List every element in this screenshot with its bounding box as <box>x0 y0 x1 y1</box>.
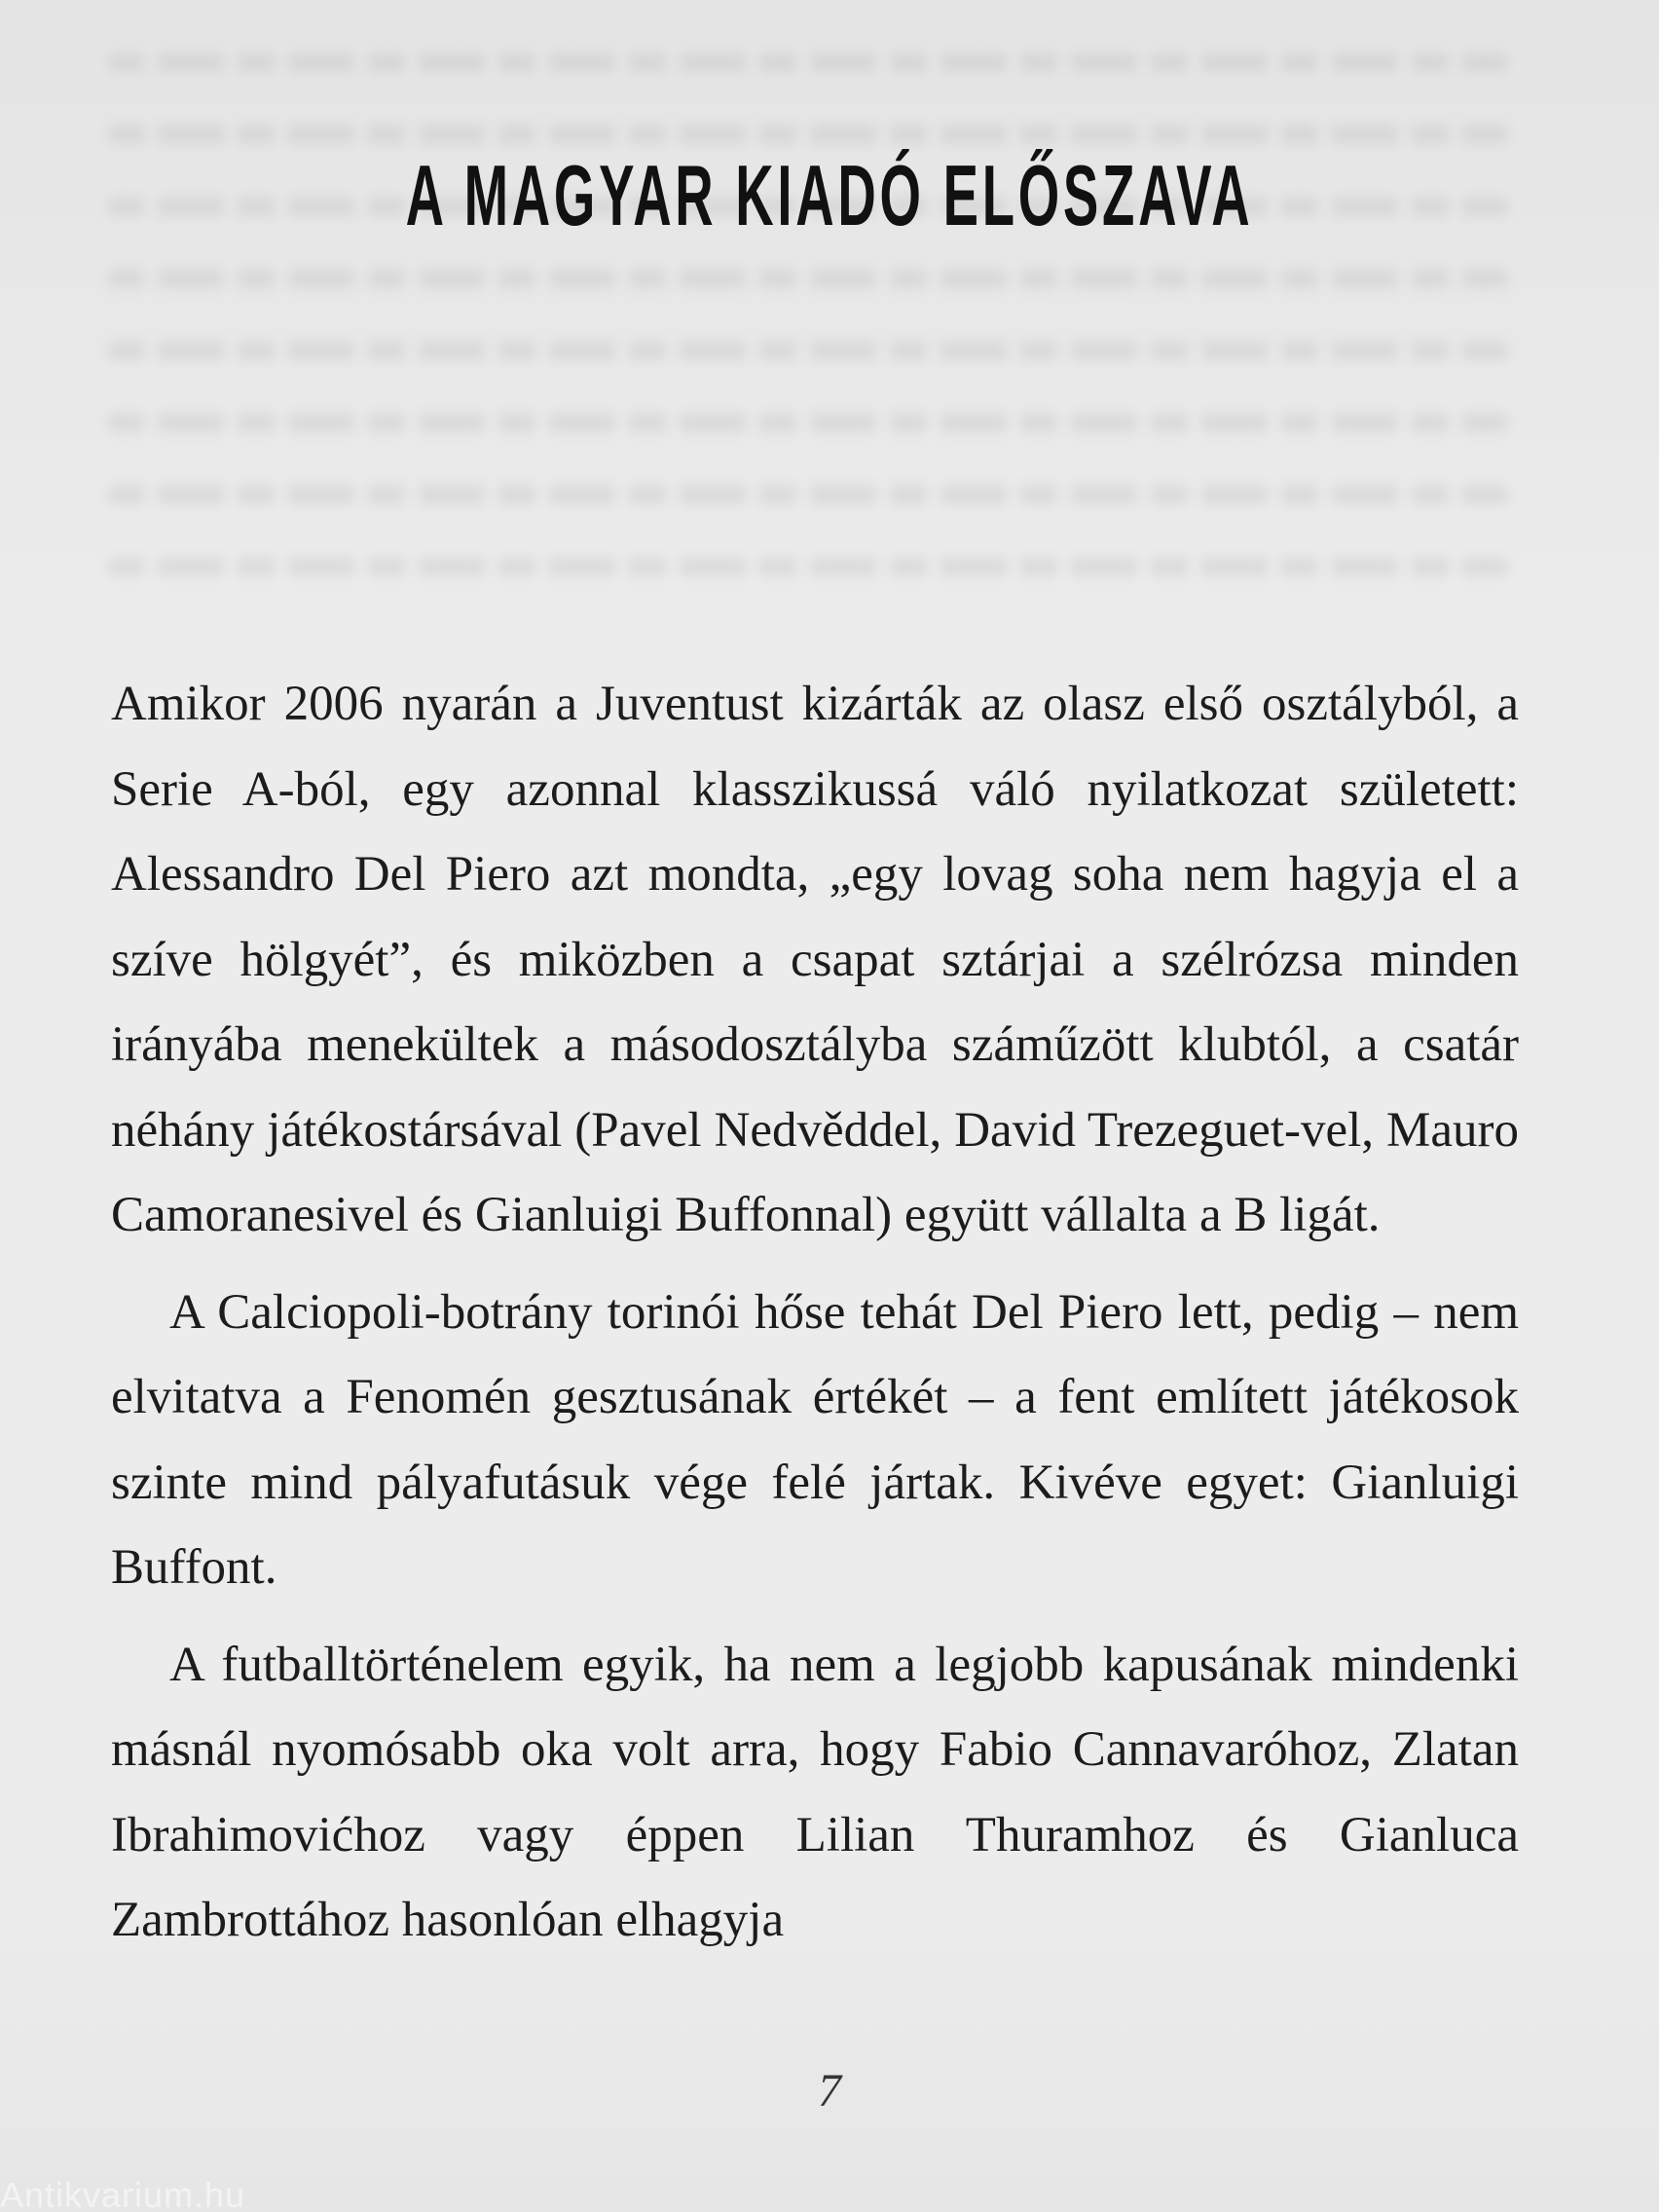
page-number: 7 <box>818 2065 841 2117</box>
show-through-text <box>107 0 1509 623</box>
paragraph: A Calciopoli-botrány torinói hőse tehát Del Piero lett, pedig – nem elvitatva a Fenomén gesztusának értékét – a fent említett játékosok szinte mind pályafutásuk vége felé jártak. Kivéve egyet: Gianluigi Buffont. <box>111 1284 1519 1595</box>
paragraph: A futballtörténelem egyik, ha nem a legjobb kapusának mindenki másnál nyomósabb oka volt arra, hogy Fabio Cannavaróhoz, Zlatan Ibrahimovićhoz vagy éppen Lilian Thuramhoz és Gianluca Zambrottához hasonlóan elhagyja <box>111 1637 1519 1947</box>
body-text <box>111 662 1519 1964</box>
watermark: Antikvarium.hu <box>0 2175 246 2212</box>
paragraph: Amikor 2006 nyarán a Juventust kizárták az olasz első osztályból, a Serie A-ból, egy azonnal klasszikussá váló nyilatkozat született: Alessandro Del Piero azt mondta, „egy lovag soha nem hagyja el a szíve hölgyét”, és miközben a csapat sztárjai a szélrózsa minden irányába menekültek a másodosztályba száműzött klubtól, a csatár néhány játékostársával (Pavel Nedvěddel, David Trezeguet-vel, Mauro Camoranesivel és Gianluigi Buffonnal) együtt vállalta a B ligát. <box>111 677 1519 1242</box>
chapter-title: A MAGYAR KIADÓ ELŐSZAVA <box>405 147 1254 243</box>
